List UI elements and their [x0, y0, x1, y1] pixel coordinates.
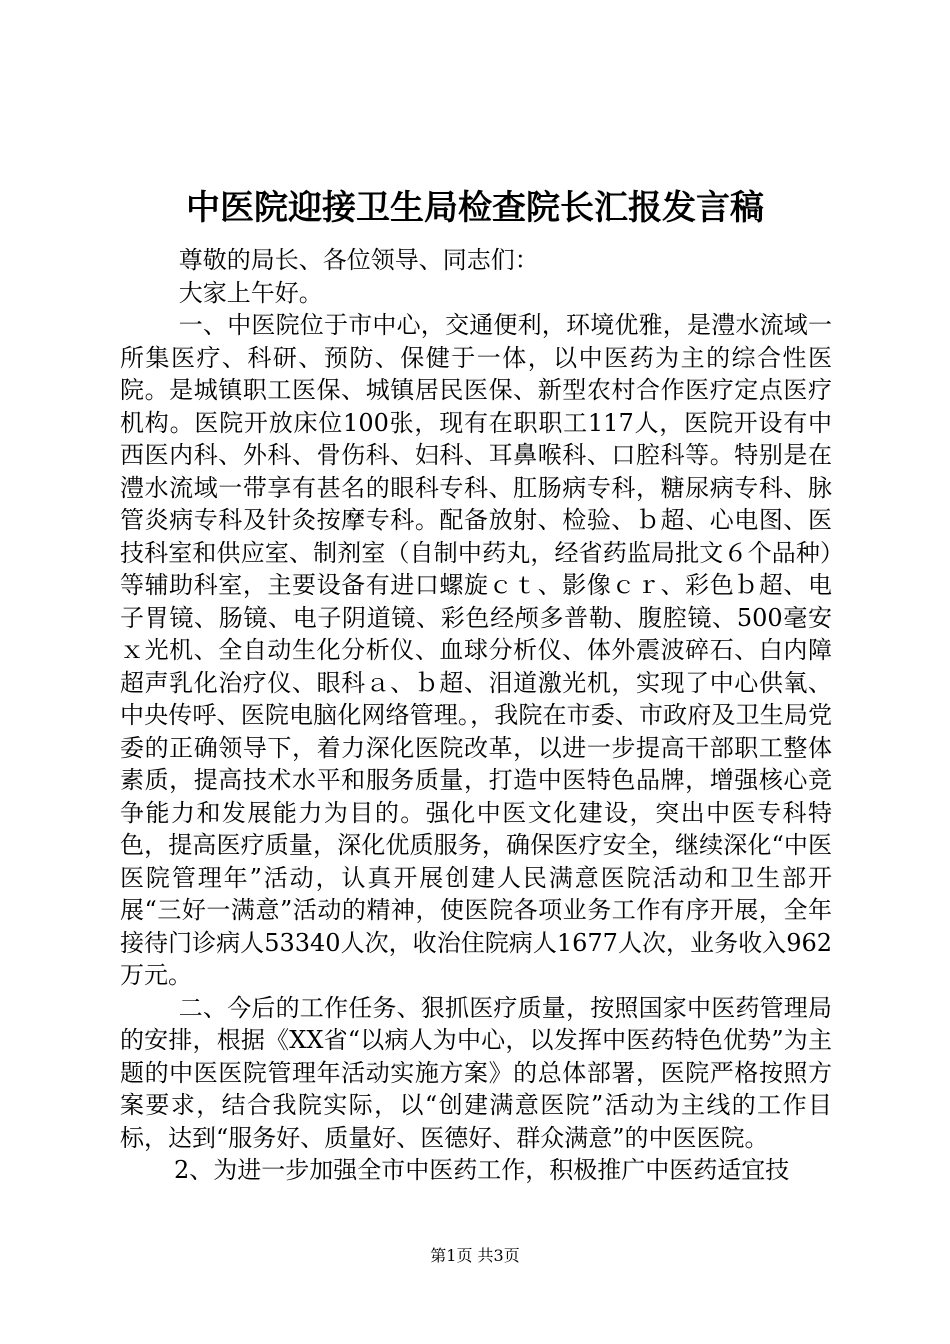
paragraph-item-two: 2、为进一步加强全市中医药工作，积极推广中医药适宜技 [174, 1156, 790, 1184]
paragraph-future-tasks: 二、今后的工作任务、狠抓医疗质量，按照国家中医药管理局的安排，根据《XX省“以病人为中心，以发挥中医药特色优势”为主题的中医医院管理年活动实施方案》的总体部署，医院严格按照方案要求，结合我院实际，以“创建满意医院”活动为主线的工作目标，达到“服务好、质量好、医德好、群众满意”的中医医院。 [120, 993, 832, 1152]
document-title: 中医院迎接卫生局检查院长汇报发言稿 [186, 188, 764, 228]
paragraph-hospital-overview: 一、中医院位于市中心，交通便利，环境优雅，是澧水流域一所集医疗、科研、预防、保健于一体，以中医药为主的综合性医院。是城镇职工医保、城镇居民医保、新型农村合作医疗定点医疗机构。医院开放床位100张，现有在职职工117人，医院开设有中西医内科、外科、骨伤科、妇科、耳鼻喉科、口腔科等。特别是在澧水流域一带享有甚名的眼科专科、肛肠病专科，糖尿病专科、脉管炎病专科及针灸按摩专科。配备放射、检验、ｂ超、心电图、医技科室和供应室、制剂室（自制中药丸，经省药监局批文６个品种）等辅助科室，主要设备有进口螺旋ｃｔ、影像ｃｒ、彩色ｂ超、电子胃镜、肠镜、电子阴道镜、彩色经颅多普勒、腹腔镜、500毫安ｘ光机、全自动生化分析仪、血球分析仪、体外震波碎石、白内障超声乳化治疗仪、眼科ａ、ｂ超、泪道激光机，实现了中心供氧、中央传呼、医院电脑化网络管理。，我院在市委、市政府及卫生局党委的正确领导下，着力深化医院改革，以进一步提高干部职工整体素质，提高技术水平和服务质量，打造中医特色品牌，增强核心竞争能力和发展能力为目的。强化中医文化建设，突出中医专科特色，提高医疗质量，深化优质服务，确保医疗安全，继续深化“中医医院管理年”活动，认真开展创建人民满意医院活动和卫生部开展“三好一满意”活动的精神，使医院各项业务工作有序开展，全年接待门诊病人53340人次，收治住院病人1677人次，业务收入962万元。 [120, 311, 832, 989]
page-footer: 第1页 共3页 [430, 1246, 520, 1265]
salutation-line: 尊敬的局长、各位领导、同志们： [178, 246, 539, 274]
greeting-line: 大家上午好。 [178, 278, 323, 307]
document-body [120, 206, 832, 1187]
